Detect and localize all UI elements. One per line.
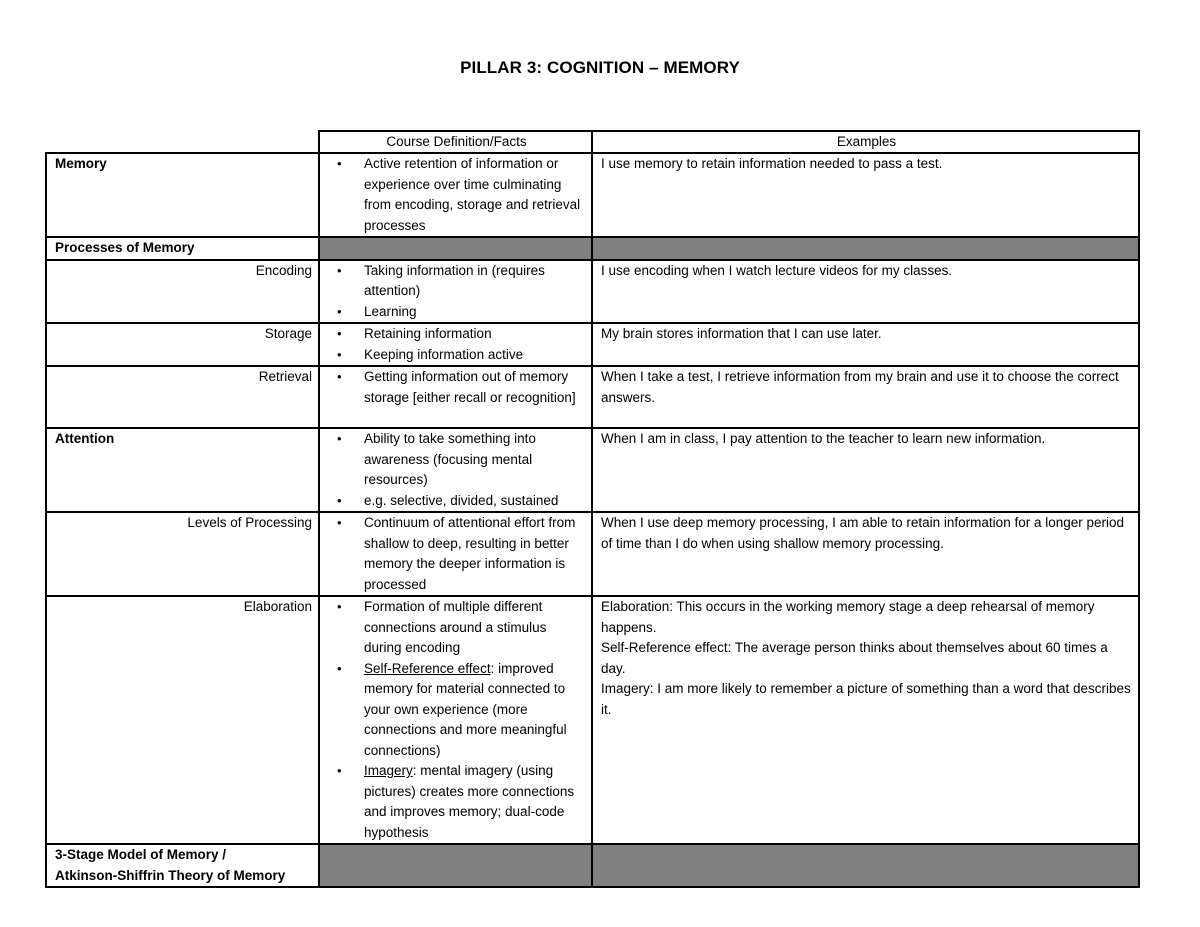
- example-line: Imagery: I am more likely to remember a picture of something than a word that describes it.: [601, 681, 1131, 717]
- facts-levels-of-processing: [319, 512, 592, 596]
- table-row-storage: [46, 323, 1139, 366]
- bullet-icon: •: [337, 515, 342, 530]
- bullet-icon: •: [337, 763, 342, 778]
- table-row-encoding: [46, 260, 1139, 324]
- facts-encoding: [319, 260, 592, 324]
- examples-column-header: Examples: [592, 131, 1139, 153]
- list-item: • Getting information out of memory storage [either recall or recognition]: [337, 369, 576, 405]
- bullet-icon: •: [337, 346, 342, 362]
- topic-memory: Memory: [46, 153, 319, 237]
- example-attention: When I am in class, I pay attention to the teacher to learn new information.: [592, 428, 1139, 512]
- facts-attention: [319, 428, 592, 512]
- bullet-icon: •: [337, 156, 342, 171]
- bullet-icon: •: [337, 660, 342, 676]
- self-reference-term: Self-Reference effect: [364, 660, 491, 676]
- blank-corner-cell: [46, 131, 319, 153]
- table-row-processes: [46, 237, 1139, 260]
- topic-levels-of-processing: Levels of Processing: [46, 512, 319, 596]
- bullet-icon: •: [337, 303, 342, 319]
- list-item: • Self-Reference effect: improved memory for material connected to your own experience (more connections and more meaningful connections): [337, 660, 567, 758]
- list-item: • Retaining information: [328, 324, 585, 345]
- shaded-cell: [592, 237, 1139, 260]
- topic-storage: Storage: [46, 323, 319, 366]
- table-row-retrieval: [46, 366, 1139, 428]
- topic-elaboration: Elaboration: [46, 596, 319, 844]
- example-line: Elaboration: This occurs in the working memory stage a deep rehearsal of memory happens.: [601, 599, 1095, 635]
- facts-elaboration: [319, 596, 592, 844]
- example-elaboration: [592, 596, 1139, 844]
- list-item: • Ability to take something into awareness (focusing mental resources): [337, 431, 536, 487]
- shaded-cell: [319, 844, 592, 887]
- table-row-attention: [46, 428, 1139, 512]
- example-line: Self-Reference effect: The average person thinks about themselves about 60 times a day.: [601, 640, 1108, 676]
- list-item: • Learning: [328, 302, 585, 323]
- header-row: [46, 131, 1139, 153]
- topic-encoding: Encoding: [46, 260, 319, 324]
- example-retrieval: When I take a test, I retrieve information from my brain and use it to choose the correct answers.: [592, 366, 1139, 428]
- list-item: • Keeping information active: [328, 345, 585, 366]
- shaded-cell: [592, 844, 1139, 887]
- facts-memory: [319, 153, 592, 237]
- facts-storage: [319, 323, 592, 366]
- table-row-three-stage-model: [46, 844, 1139, 887]
- list-item: • Formation of multiple different connections around a stimulus during encoding: [337, 599, 547, 655]
- example-encoding: I use encoding when I watch lecture videos for my classes.: [592, 260, 1139, 324]
- list-item: • Continuum of attentional effort from shallow to deep, resulting in better memory the deeper information is processed: [337, 515, 576, 592]
- bullet-icon: •: [337, 599, 342, 614]
- topic-retrieval: Retrieval: [46, 366, 319, 428]
- imagery-term: Imagery: [364, 763, 413, 778]
- example-memory: I use memory to retain information needed to pass a test.: [592, 153, 1139, 237]
- shaded-cell: [319, 237, 592, 260]
- bullet-icon: •: [337, 262, 342, 278]
- table-row-memory: [46, 153, 1139, 237]
- page-title: PILLAR 3: COGNITION – MEMORY: [460, 58, 740, 77]
- list-item: • Active retention of information or experience over time culminating from encoding, storage and retrieval processes: [337, 156, 581, 233]
- topic-attention: Attention: [46, 428, 319, 512]
- list-item: • Imagery: mental imagery (using pictures) creates more connections and improves memory; dual-code hypothesis: [337, 763, 575, 840]
- list-item: • Taking information in (requires attention): [337, 262, 545, 298]
- bullet-icon: •: [337, 326, 342, 341]
- definition-column-header: Course Definition/Facts: [319, 131, 592, 153]
- example-storage: My brain stores information that I can use later.: [592, 323, 1139, 366]
- example-levels-of-processing: When I use deep memory processing, I am able to retain information for a longer period of time than I do when using shallow memory processing.: [592, 512, 1139, 596]
- memory-table: [45, 130, 1140, 888]
- topic-processes-of-memory: Processes of Memory: [46, 237, 319, 260]
- topic-three-stage-model: 3-Stage Model of Memory / Atkinson-Shiffrin Theory of Memory: [46, 844, 319, 887]
- table-row-levels-of-processing: [46, 512, 1139, 596]
- bullet-icon: •: [337, 369, 342, 384]
- bullet-icon: •: [337, 492, 342, 508]
- list-item: • e.g. selective, divided, sustained: [328, 491, 585, 512]
- table-row-elaboration: [46, 596, 1139, 844]
- facts-retrieval: [319, 366, 592, 428]
- bullet-icon: •: [337, 431, 342, 446]
